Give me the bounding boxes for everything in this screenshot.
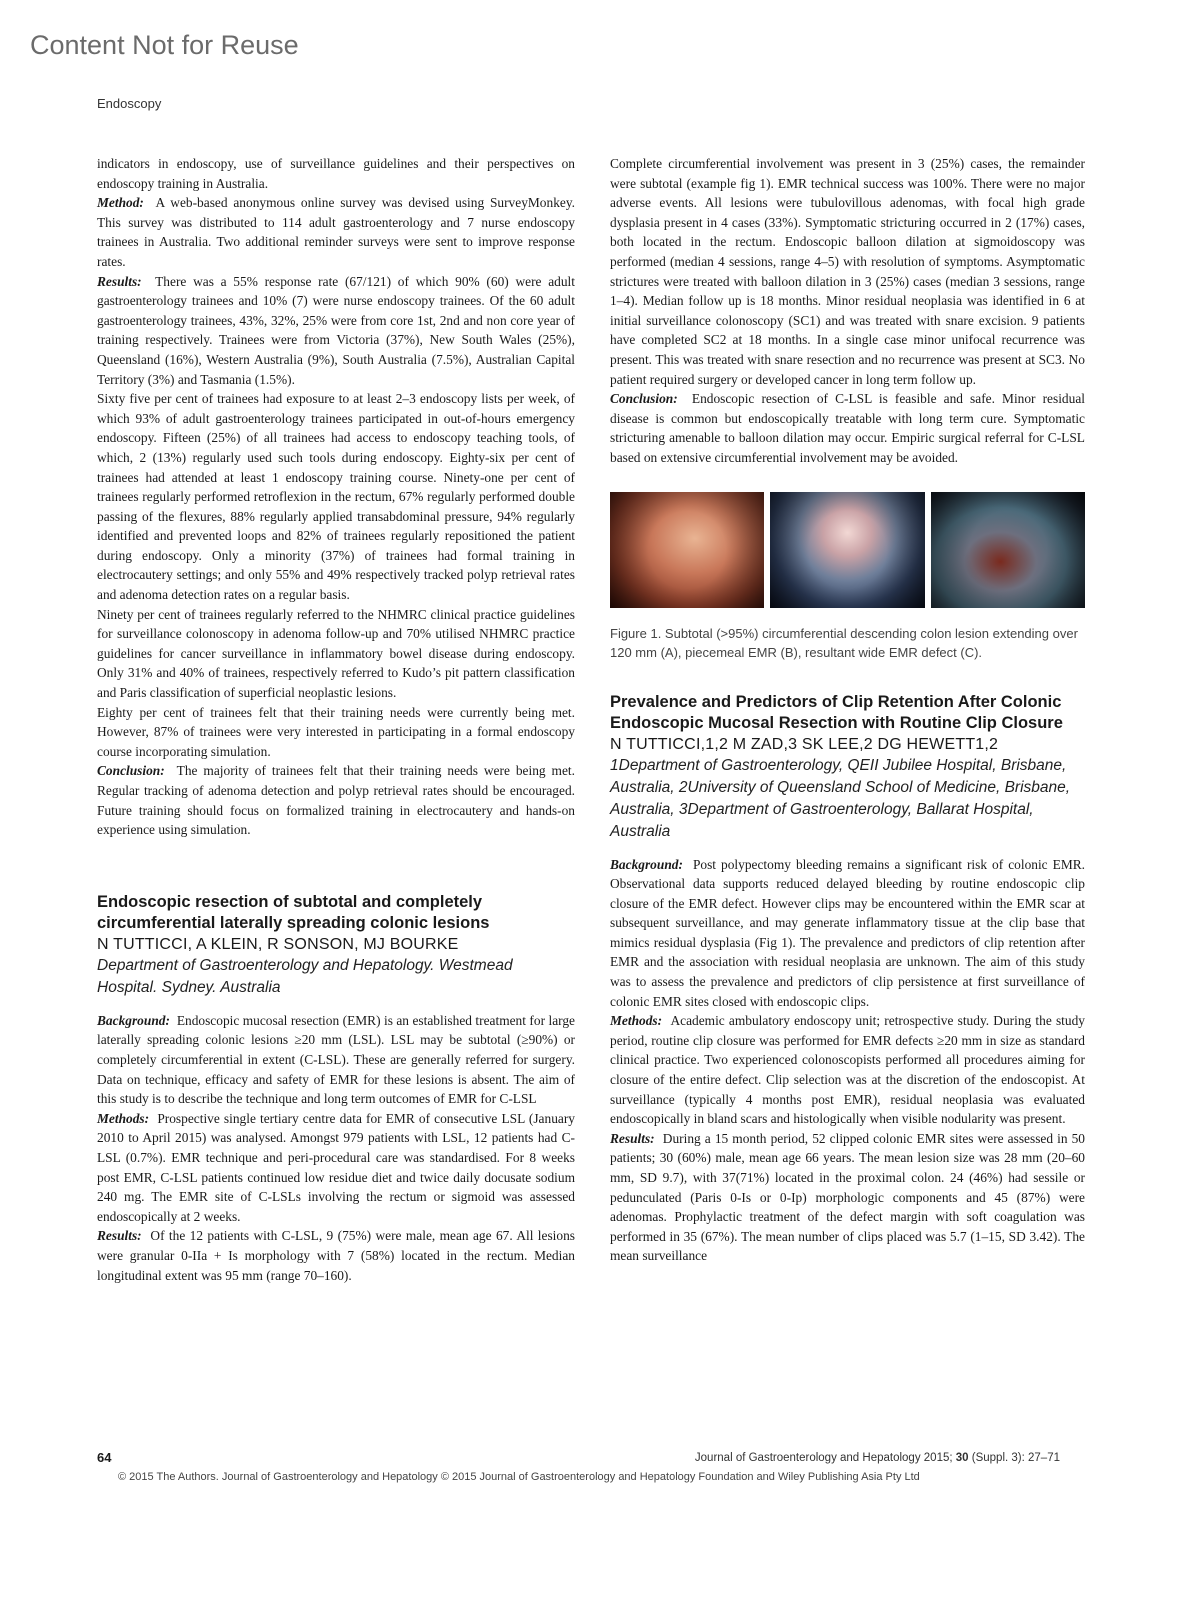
body-paragraph-2: Sixty five per cent of trainees had exposure to at least 2–3 endoscopy lists per week, of which 93% of adult gastroenterology trainees participated in out-of-hours emergency endoscopy. Fifteen (25%) of all trainees had access to endoscopy teaching tools, of which, 2 (13%) regularly used such tools during endoscopy. Eighty-six per cent of trainees had attended at least 1 endoscopy training course. Ninety-one per cent of trainees regularly performed retroflexion in the rectum, 67% regularly performed double passing of the flexures, 88% regularly applied transabdominal pressure, 94% regularly identified and prevented loops and 82% of trainees regularly repositioned the patient during endoscopy. Only a minority (37%) of trainees had formal training in electrocautery settings; and only 55% and 49% respectively tracked polyp retrieval rates and adenoma detection rates on a regular basis. [97, 391, 575, 603]
abstract-affiliation: Department of Gastroenterology and Hepatology. Westmead Hospital. Sydney. Australia [97, 956, 513, 996]
continuation-paragraph-right: Complete circumferential involvement was present in 3 (25%) cases, the remainder were subtotal (example fig 1). EMR technical success was 100%. There were no major adverse events. All lesions were tubulovillous adenomas, with focal high grade dysplasia present in 4 cases (33%). Symptomatic stricturing occurred in 2 (17%) cases, both located in the rectum. Endoscopic balloon dilation at sigmoidoscopy was performed (median 4 sessions, range 4–5) with resolution of symptoms. Asymptomatic strictures were treated with balloon dilation in 3 (25%) cases (median 3 sessions, range 1–4). Median follow up is 18 months. Minor residual neoplasia was identified in 6 at initial surveillance colonoscopy (SC1) and was treated with snare excision. 9 patients have completed SC2 at 18 months. In a single case minor unifocal recurrence was present. This was treated with snare resection and no recurrence was present at SC3. No patient required surgery or developed cancer in long term follow up. [610, 156, 1085, 387]
results-text-3: During a 15 month period, 52 clipped colonic EMR sites were assessed in 50 patients; 30 (60%) male, mean age 66 years. The mean lesion size was 28 mm (20–60 mm, SD 9.7), with 37(71%) located in the proximal colon. 24 (46%) had sessile or pedunculated (Paris 0-Is or 0-Ip) morphologic components and 45 (87%) were adenomas. Prophylactic treatment of the defect margin with soft coagulation was performed in 35 (67%). The mean number of clips placed was 5.7 (1–15, SD 3.42). The mean surveillance [610, 1130, 1085, 1264]
results-paragraph-2 [97, 1226, 575, 1285]
right-column [610, 154, 1085, 1266]
background-text: Endoscopic mucosal resection (EMR) is an established treatment for large laterally spreading colonic lesions ≥20 mm (LSL). LSL may be subtotal (≥90%) or completely circumferential in extent (C-LSL). These are generally referred for surgery. Data on technique, efficacy and safety of EMR for these lesions is absent. The aim of this study is to describe the technique and long term outcomes of EMR for C-LSL [97, 1012, 575, 1107]
results-paragraph-3 [610, 1129, 1085, 1266]
conclusion-paragraph-right [610, 389, 1085, 467]
background-paragraph-3 [610, 855, 1085, 1012]
watermark: Content Not for Reuse [30, 30, 299, 60]
continuation-paragraph: indicators in endoscopy, use of surveillance guidelines and their perspectives on endoscopy training in Australia. [97, 156, 575, 191]
methods-label-3: Methods: [610, 1013, 663, 1029]
conclusion-paragraph [97, 761, 575, 839]
background-label-3: Background: [610, 856, 683, 872]
methods-label: Methods: [97, 1110, 150, 1126]
figure-caption: Figure 1. Subtotal (>95%) circumferential descending colon lesion extending over 120 mm (A), piecemeal EMR (B), resultant wide EMR defect (C). [610, 625, 1078, 660]
results-label-2: Results: [97, 1228, 142, 1244]
abstract-authors-3: N TUTTICCI,1,2 M ZAD,3 SK LEE,2 DG HEWETT1,2 [610, 735, 999, 753]
method-text: A web-based anonymous online survey was devised using SurveyMonkey. This survey was distributed to 114 adult gastroenterology and 7 nurse endoscopy trainees in Australia. Two additional reminder surveys were sent to improve response rates. [97, 195, 576, 269]
figure-panel-c-image [931, 492, 1085, 608]
figure-panel-b-image [770, 492, 924, 608]
conclusion-label: Conclusion: [97, 763, 165, 779]
methods-paragraph-3 [610, 1011, 1085, 1129]
journal-prefix: Journal of Gastroenterology and Hepatology 2015; [694, 1452, 953, 1464]
method-paragraph [97, 193, 575, 271]
section-label: Endoscopy [97, 96, 162, 111]
results-text: There was a 55% response rate (67/121) of which 90% (60) were adult gastroenterology trainees and 10% (7) were nurse endoscopy trainees. Of the 60 adult gastroenterology trainees, 43%, 32%, 25% were from core 1st, 2nd and non core year of training respectively. Trainees were from Victoria (37%), New South Wales (25%), Queensland (16%), Western Australia (9%), South Australia (7.5%), Australian Capital Territory (3%) and Tasmania (1.5%). [97, 273, 575, 387]
copyright-notice: © 2015 The Authors. Journal of Gastroenterology and Hepatology © 2015 Journal of Gastroenterology and Hepatology Foundation and Wiley Publishing Asia Pty Ltd [118, 1471, 920, 1483]
methods-text: Prospective single tertiary centre data for EMR of consecutive LSL (January 2010 to April 2015) was analysed. Amongst 979 patients with LSL, 12 patients had C-LSL (0.7%). EMR technique and peri-procedural care was standardised. For 8 weeks post EMR, C-LSL patients continued low residue diet and twice daily docusate sodium 240 mg. The EMR site of C-LSLs involving the rectum or sigmoid was assessed endoscopically at 2 weeks. [97, 1110, 575, 1224]
journal-suffix: (Suppl. 3): 27–71 [971, 1452, 1060, 1464]
results-paragraph [97, 272, 575, 390]
journal-citation [695, 1452, 1060, 1464]
figure-panel-a-image [610, 492, 764, 608]
body-paragraph-3: Ninety per cent of trainees regularly referred to the NHMRC clinical practice guidelines for surveillance colonoscopy in adenoma follow-up and 70% utilised NHMRC practice guidelines for cancer surveillance in inflammatory bowel disease during endoscopy. Only 31% and 40% of trainees, respectively referred to Kudo’s pit pattern classification and Paris classification of superficial neoplastic lesions. [97, 606, 575, 701]
methods-text-3: Academic ambulatory endoscopy unit; retrospective study. During the study period, routine clip closure was performed for EMR defects ≥20 mm in size as standard clinical practice. Two experienced colonoscopists performed all procedures aiming for closure of the entire defect. Clip selection was at the discretion of the endoscopist. At surveillance (typically 4 months post EMR), residual neoplasia was evaluated endoscopically in bland scars and histologically when visible nodularity was present. [610, 1013, 1085, 1127]
body-paragraph-4: Eighty per cent of trainees felt that their training needs were currently being met. However, 87% of trainees were very interested in participating in a formal endoscopy course incorporating simulation. [97, 704, 575, 759]
left-column [97, 154, 575, 1285]
figure-1 [610, 492, 1085, 608]
abstract-title: Endoscopic resection of subtotal and completely circumferential laterally spreading colonic lesions [97, 892, 490, 932]
conclusion-text: The majority of trainees felt that their training needs were being met. Regular tracking of adenoma detection and polyp retrieval rates should be encouraged. Future training should focus on formalized training in electrocautery and hands-on experience using simulation. [97, 763, 575, 838]
page-number: 64 [97, 1450, 112, 1465]
background-paragraph [97, 1011, 575, 1109]
conclusion-text-right: Endoscopic resection of C-LSL is feasible and safe. Minor residual disease is common but endoscopically treatable with long term cure. Symptomatic stricturing amenable to balloon dilation may occur. Empiric surgical referral for C-LSL based on extensive circumferential involvement may be avoided. [610, 391, 1085, 465]
results-text-2: Of the 12 patients with C-LSL, 9 (75%) were male, mean age 67. All lesions were granular 0-IIa + Is morphology with 7 (58%) located in the rectum. Median longitudinal extent was 95 mm (range 70–160). [97, 1228, 575, 1283]
methods-paragraph [97, 1109, 575, 1227]
background-text-3: Post polypectomy bleeding remains a significant risk of colonic EMR. Observational data supports reduced delayed bleeding by routine endoscopic clip closure of the EMR defect. However clips may be encountered within the EMR scar at subsequent surveillance, and may generate inflammatory tissue at the clip base that mimics residual dysplasia (Fig 1). The prevalence and predictors of clip retention after EMR and the association with residual neoplasia are unknown. The aim of this study was to assess the prevalence and predictors of clip persistence at first surveillance of colonic EMR sites closed with endoscopic clips. [610, 856, 1085, 1009]
results-label: Results: [97, 273, 142, 289]
conclusion-label-right: Conclusion: [610, 391, 678, 407]
abstract-affiliation-3: 1Department of Gastroenterology, QEII Jubilee Hospital, Brisbane, Australia, 2University of Queensland School of Medicine, Brisbane, Australia, 3Department of Gastroenterology, Ballarat Hospital, Australia [610, 756, 1071, 840]
background-label: Background: [97, 1012, 170, 1028]
results-label-3: Results: [610, 1130, 655, 1146]
method-label: Method: [97, 195, 144, 211]
journal-volume: 30 [955, 1452, 969, 1464]
abstract-authors: N TUTTICCI, A KLEIN, R SONSON, MJ BOURKE [97, 935, 459, 953]
abstract-title-3: Prevalence and Predictors of Clip Retention After Colonic Endoscopic Mucosal Resection with Routine Clip Closure [610, 692, 1063, 732]
